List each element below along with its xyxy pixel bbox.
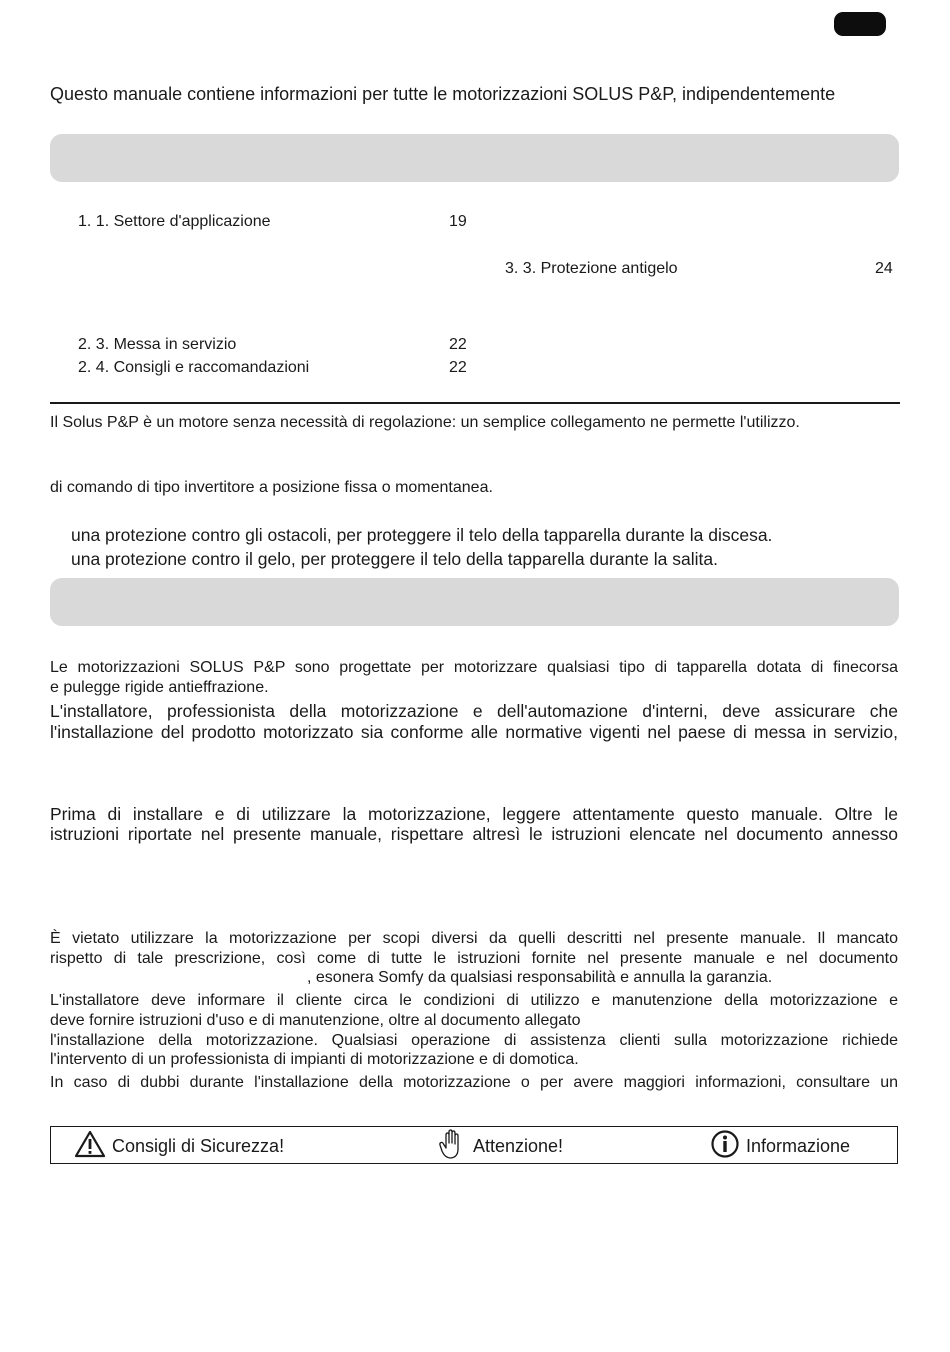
section-header-bar-1 xyxy=(50,134,899,182)
toc-item-label: 3. 3. Protezione antigelo xyxy=(505,260,678,277)
toc-item-page: 22 xyxy=(449,359,467,376)
paragraph-line: istruzioni riportate nel presente manuale, rispettare altresì le istruzioni elencate nel documento annesso xyxy=(50,824,898,844)
section-header-bar-2 xyxy=(50,578,899,626)
intro-text: Questo manuale contiene informazioni per tutte le motorizzazioni SOLUS P&P, indipendentemente xyxy=(50,84,836,104)
paragraph-line: l'installazione del prodotto motorizzato sia conforme alle normative vigenti nel paese di messa in servizio, xyxy=(50,722,898,742)
description-line: Il Solus P&P è un motore senza necessità di regolazione: un semplice collegamento ne permette l'utilizzo. xyxy=(50,414,800,431)
toc-item-page: 24 xyxy=(875,260,893,277)
paragraph-line: Prima di installare e di utilizzare la motorizzazione, leggere attentamente questo manuale. Oltre le xyxy=(50,804,898,824)
paragraph-line: e pulegge rigide antieffrazione. xyxy=(50,679,269,696)
divider xyxy=(50,402,900,404)
paragraph-line: Le motorizzazioni SOLUS P&P sono progettate per motorizzare qualsiasi tipo di tapparella dotata di finecorsa xyxy=(50,659,898,676)
paragraph-line: L'installatore, professionista della motorizzazione e dell'automazione d'interni, deve assicurare che xyxy=(50,701,898,721)
warning-triangle-icon xyxy=(74,1130,112,1163)
hand-icon xyxy=(437,1128,473,1165)
paragraph-line: l'installazione della motorizzazione. Qualsiasi operazione di assistenza clienti sulla motorizzazione richiede xyxy=(50,1032,898,1049)
page-badge xyxy=(834,12,886,36)
paragraph-line: deve fornire istruzioni d'uso e di manutenzione, oltre al documento allegato xyxy=(50,1012,581,1029)
paragraph-line: , esonera Somfy da qualsiasi responsabilità e annulla la garanzia. xyxy=(307,969,773,986)
toc-item-label: 1. 1. Settore d'applicazione xyxy=(78,213,271,230)
description-line: di comando di tipo invertitore a posizione fissa o momentanea. xyxy=(50,479,493,496)
legend-item-info xyxy=(710,1127,850,1165)
feature-item: una protezione contro il gelo, per proteggere il telo della tapparella durante la salita. xyxy=(71,549,718,569)
symbol-legend xyxy=(50,1126,898,1164)
paragraph-line: rispetto di tale prescrizione, così come di tutte le istruzioni fornite nel presente manuale e nel documento xyxy=(50,950,898,967)
info-circle-icon xyxy=(710,1129,746,1164)
paragraph-line: In caso di dubbi durante l'installazione della motorizzazione o per avere maggiori informazioni, consultare un xyxy=(50,1074,898,1091)
legend-item-attention xyxy=(437,1127,563,1165)
legend-label: Informazione xyxy=(746,1135,851,1156)
legend-label: Consigli di Sicurezza! xyxy=(112,1135,285,1156)
legend-item-safety xyxy=(74,1127,284,1165)
feature-item: una protezione contro gli ostacoli, per proteggere il telo della tapparella durante la discesa. xyxy=(71,525,773,545)
toc-item-label: 2. 4. Consigli e raccomandazioni xyxy=(78,359,310,376)
paragraph-line: L'installatore deve informare il cliente circa le condizioni di utilizzo e manutenzione della motorizzazione e xyxy=(50,992,898,1009)
toc-item-label: 2. 3. Messa in servizio xyxy=(78,336,237,353)
legend-label: Attenzione! xyxy=(473,1135,564,1156)
toc-item-page: 22 xyxy=(449,336,467,353)
toc-item-page: 19 xyxy=(449,213,467,230)
paragraph-line: l'intervento di un professionista di impianti di motorizzazione e di domotica. xyxy=(50,1051,579,1068)
paragraph-line: È vietato utilizzare la motorizzazione per scopi diversi da quelli descritti nel presente manuale. Il mancato xyxy=(50,930,898,947)
